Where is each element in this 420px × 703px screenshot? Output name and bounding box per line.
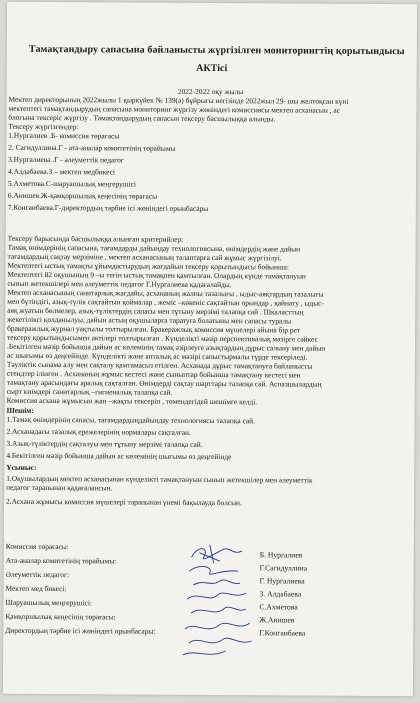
signature-role: Шаруашылық меңгерушісі: <box>5 597 92 608</box>
signature-name: С.Ахметова <box>259 602 298 612</box>
criteria-line: тағамдардың сақтау мерзіміне , мектеп асханасының талаптарға сай жұмыс жүргізілуі. <box>7 251 282 263</box>
document-subtitle: АКТісі <box>196 62 228 75</box>
signature-role: Комиссия төрағасы: <box>5 541 69 552</box>
document-page <box>3 2 417 696</box>
criteria-line: стендтер ілінген . Асхананың жұмыс кестесі және сыныптар бойынша тамақтану кестесі мен <box>6 368 301 380</box>
finding-item: 1.Тамақ өнімдерінің сапасы, тағамдардыңдайындау технологиясы талапқа сай. <box>6 414 256 426</box>
criteria-line: .Бекітілген мәзір бойынша дайын ас көлемінің тамақ әзірлеуге азықтардың дұрыс салыну мен дайын <box>6 341 326 353</box>
criteria-line: ас шығымы өз деңгейінде. Күнделікті және апталық ас мәзірі сапыстырмалы түрде тексеріледі. <box>6 350 308 362</box>
member-item: 7.Конгаибаева.Г-директордың тәрбие ісі жөніндегі орынбасары <box>7 202 209 213</box>
member-item: 6.Анишев.Ж-қамқоршылық кеңесінің төрағасы <box>7 190 158 201</box>
academic-year: 2022-2022 оқу жылы <box>177 86 244 97</box>
document-title: Тамақтандыру сапасына байланысты жүргізілген мониторингтің қорытындысы <box>28 43 405 58</box>
criteria-line: аяқ жуатын бөлмелер, азық-түліктердің сапасы мен тұтыну мерзімі талапқа сай . Шкаласттың <box>7 305 304 317</box>
proposal-item: 1.Оқушылардың мектеп асханасынан күнделікті тамақтануын сынып жетекшілер мен әлеуметтік <box>6 473 313 485</box>
intro-line: Мектеп директорының 2022жылы 1 қыркүйек № 139(а) бұйрығы негізінде 2022жыл 29- шы желтоқсан күні <box>8 94 349 106</box>
signature-role: Ата-аналар комитетінің төрайымы: <box>5 555 117 566</box>
signature-role: Қамқоршылық кеңесінің төрағасы: <box>5 611 116 622</box>
signature-name: Г.Сагидуллина <box>259 563 308 573</box>
finding-item: 3.Азық-түліктердің сақталуы мен тұтыну мерзімі талапқа сай. <box>6 438 203 449</box>
criteria-line: сынып жетекшілері мен әлеуметтік педагог Г.Нургалиева қадағалайды. <box>7 278 232 290</box>
intro-line: Тексеру жүргізгендер: <box>8 121 79 132</box>
signature-name: Г.Конгаибаева <box>259 628 306 638</box>
handwritten-signatures <box>179 543 270 664</box>
proposals-heading: Ұсыныс: <box>6 462 37 472</box>
criteria-line: Тексеру барысында басшылыққа алынған критерийлер: <box>7 233 184 244</box>
criteria-line: Тәулiктік сынама алу мен сақталу қамтамасыз етілген. Асханада дұрыс тамақтануға байланысты <box>6 359 313 371</box>
criteria-line: жекетіліксі қолданылуы, дайын астың оқушыларға таратуға болатыны мен сапасы туралы <box>7 314 292 326</box>
member-item: 1.Нургалиев .Б- комиссия төрағасы <box>8 130 120 141</box>
proposal-item: 2.Асхана жұмысы комиссия мүшелері тарапынан үнемі бақылауда болсын. <box>6 496 242 508</box>
signature-name: З. Алдабаева <box>259 589 302 599</box>
member-item: 4.Алдабаева.З – мектеп медбикесі <box>8 166 115 177</box>
criteria-line: Мектептегі ыстық тамақты ұйымдастырудың жағдайын тексеру қорытындысы бойынша: <box>7 260 290 272</box>
signature-role: Әлеуметтік педагог: <box>5 569 70 580</box>
findings-heading: Шешім: <box>6 405 34 415</box>
signature-role: Мектеп мед бикесі: <box>5 583 67 594</box>
criteria-line: сырт киімдері санитарлық –гигиеналық талапқа сай. <box>6 386 173 397</box>
signature-name: Г. Нургалиева <box>259 576 305 586</box>
signature-name: Ж.Анишев <box>259 615 295 625</box>
criteria-line: бракеражлық журнал уақтылы толтырылған. Бракеражлық комиссия мүшелері айына бір рет <box>7 323 301 335</box>
criteria-line: мен бүтіндігі, азық-түлік сақтайтын қоймалар , жеміс –көкеніс сақтайтын орындар , қайнату , ыдыс- <box>7 296 324 308</box>
member-item: 3.Нургалиева .Г - әлеуметтік педагог <box>8 154 124 165</box>
criteria-line: Комиссия асхана жұмысын жан –жақты тексеріп , төмендегідей шешімге келді. <box>6 395 258 407</box>
criteria-line: тексеру қорытындысымен актілері толтырылған . Күнделікті мәзір перспективалық мәзірге сәйкес <box>7 332 318 344</box>
criteria-line: Тамақ өнімдерінің сапасына, тағамдарды дайындау технологиясына, өнімдердің және дайын <box>7 242 301 254</box>
criteria-line: тамақтану арасындағы аралық сақталған. Өнімдерді сақтау шарттары талапқа сай. Аспазшылардың <box>6 377 322 389</box>
intro-line: мектептегі тамақтандырудың сапасына мониторинг жүргізу жөніндегі комиссиясы мектеп асханасын , ас <box>8 103 340 115</box>
finding-item: 2.Асханадағы тазалық ережелерінің нормалары сақталған. <box>6 426 191 437</box>
member-item: 2. Сагидуллина.Г - ата-аналар комитетінің төрайымы <box>8 142 176 153</box>
signature-name: Б. Нургалиев <box>259 550 303 560</box>
proposal-item: педагог тарапынан қадағалансын. <box>6 482 113 493</box>
criteria-line: Мектептегі 82 оқушының 9 –ы тегін ыстық тамақпен қамтылған. Олардың күнде тамақтануын <box>7 269 306 281</box>
intro-line: блогына тексеріс жүргізу . Тамақтандырудың сапасын тексеру басшылыққа алынды. <box>8 112 276 124</box>
criteria-line: Мектеп асханасының санитарлық жағдайы, асхананың жалпы тазалығы , ыдыс-аяқтардың тазалығы <box>7 287 324 299</box>
member-item: 5.Ахметова.С-шаруашылық меңгерушісі <box>7 178 137 189</box>
finding-item: 4.Бекітілген мәзір бойынша дайын ас көлемінің шығымы өз деңгейінде <box>6 450 232 462</box>
signature-role: Директордың тәрбие ісі жөніндегі орынбасары: <box>5 625 156 636</box>
